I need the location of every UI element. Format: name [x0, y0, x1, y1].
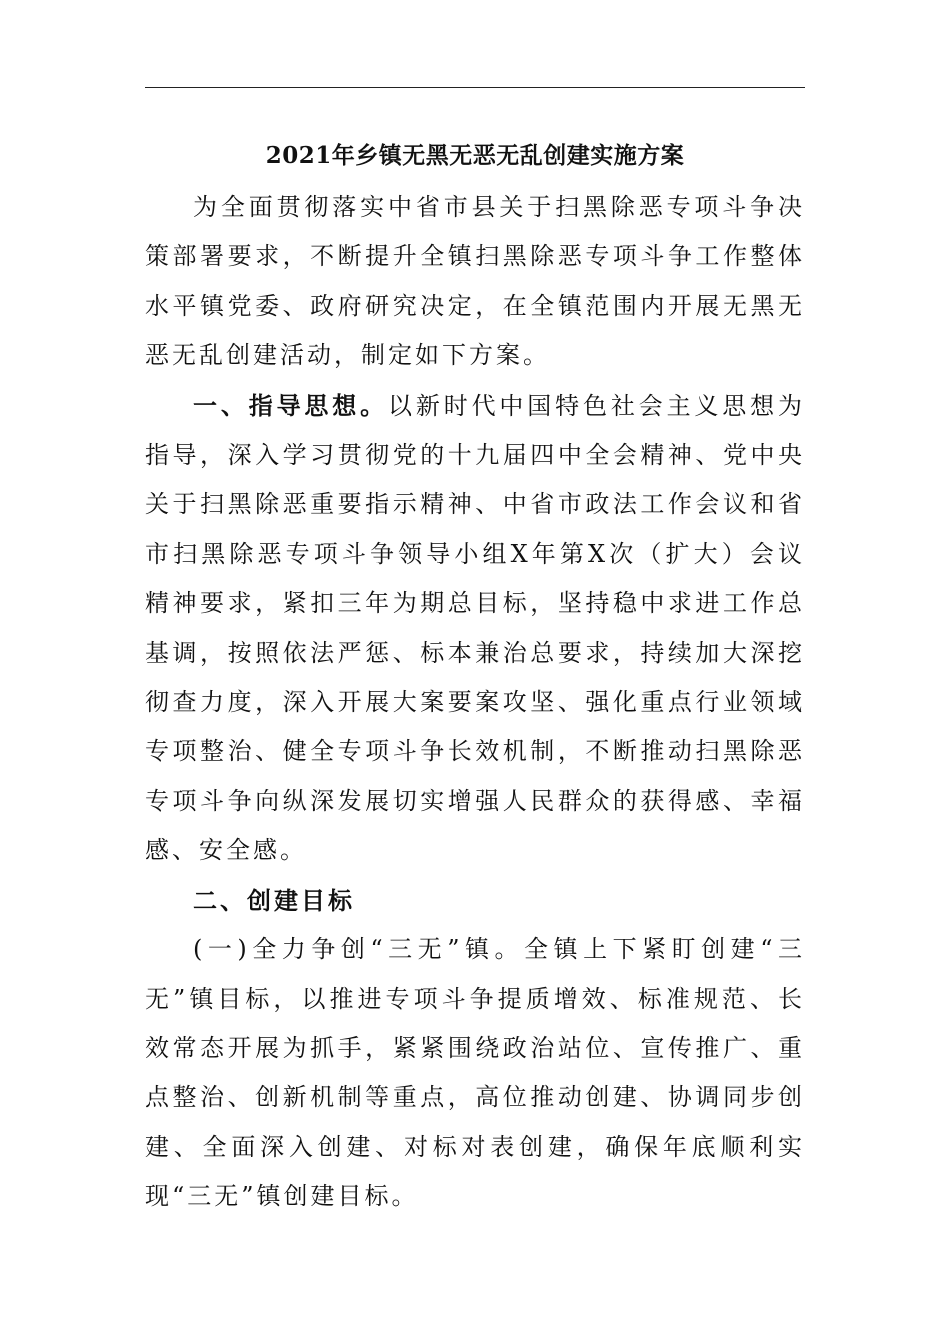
section-goals-item-1: (一)全力争创“三无”镇。全镇上下紧盯创建“三无”镇目标，以推进专项斗争提质增效、标准规范、长效常态开展为抓手，紧紧围绕政治站位、宣传推广、重点整治、创新机制等重点，高位推动创建、协调同步创建、全面深入创建、对标对表创建，确保年底顺利实现“三无”镇创建目标。 [145, 935, 805, 1211]
section-guiding-ideology-text: 以新时代中国特色社会主义思想为指导，深入学习贯彻党的十九届四中全会精神、党中央关于扫黑除恶重要指示精神、中省市政法工作会议和省市扫黑除恶专项斗争领导小组X年第X次（扩大）会议精神要求，紧扣三年为期总目标，坚持稳中求进工作总基调，按照依法严惩、标本兼治总要求，持续加大深挖彻查力度，深入开展大案要案攻坚、强化重点行业领域专项整治、健全专项斗争长效机制，不断推动扫黑除恶专项斗争向纵深发展切实增强人民群众的获得感、幸福感、安全感。 [145, 391, 805, 865]
intro-paragraph: 为全面贯彻落实中省市县关于扫黑除恶专项斗争决策部署要求，不断提升全镇扫黑除恶专项斗争工作整体水平镇党委、政府研究决定，在全镇范围内开展无黑无恶无乱创建活动，制定如下方案。 [145, 193, 805, 370]
section-goals-heading: 二、创建目标 [193, 885, 355, 915]
header-rule [145, 87, 805, 88]
document-body [145, 183, 805, 1222]
section-guiding-ideology-heading: 一、指导思想。 [193, 390, 388, 420]
section-guiding-ideology [145, 381, 805, 876]
document-title: 2021年乡镇无黑无恶无乱创建实施方案 [265, 142, 685, 169]
